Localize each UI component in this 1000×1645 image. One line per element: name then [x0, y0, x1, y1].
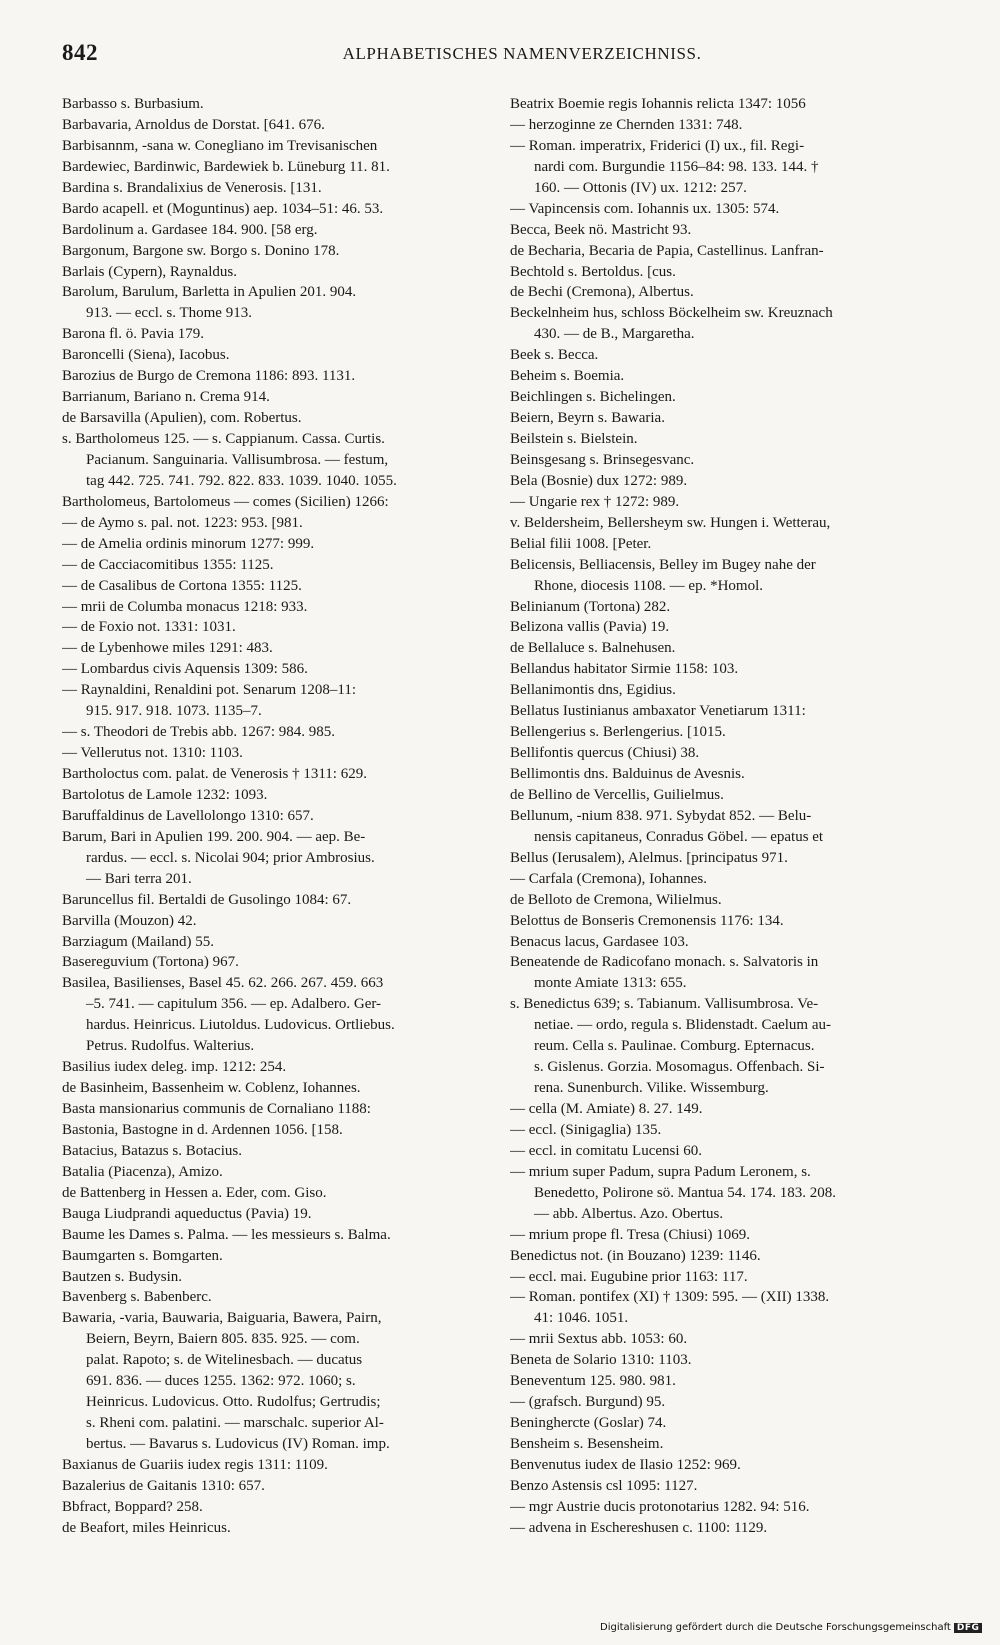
- index-entry-line: — de Aymo s. pal. not. 1223: 953. [981.: [62, 514, 303, 531]
- index-entry-line: Bellunum, -nium 838. 971. Sybydat 852. — Belu-: [510, 807, 812, 824]
- index-entry-line: — de Foxio not. 1331: 1031.: [62, 619, 236, 636]
- index-entry-line: — de Casalibus de Cortona 1355: 1125.: [62, 577, 302, 594]
- index-entry-line: Bardewiec, Bardinwic, Bardewiek b. Lüneburg 11. 81.: [62, 158, 390, 175]
- index-entry-line: Basilius iudex deleg. imp. 1212: 254.: [62, 1059, 287, 1076]
- index-entry-line: Petrus. Rudolfus. Walterius.: [86, 1038, 255, 1055]
- index-entry-line: Beheim s. Boemia.: [510, 368, 625, 385]
- index-entry-line: Bartholomeus, Bartolomeus — comes (Sicilien) 1266:: [62, 493, 389, 510]
- index-entry-line: Belicensis, Belliacensis, Belley im Bugey nahe der: [510, 556, 816, 573]
- running-title: ALPHABETISCHES NAMENVERZEICHNISS.: [342, 44, 702, 63]
- index-entry-line: Beninghercte (Goslar) 74.: [510, 1415, 667, 1432]
- index-entry-line: Barum, Bari in Apulien 199. 200. 904. — aep. Be-: [62, 828, 366, 845]
- index-entry-line: — Roman. imperatrix, Friderici (I) ux., fil. Regi-: [510, 137, 805, 154]
- index-entry-line: monte Amiate 1313: 655.: [534, 975, 687, 992]
- index-entry-line: — de Cacciacomitibus 1355: 1125.: [62, 556, 274, 573]
- index-entry-line: — de Amelia ordinis minorum 1277: 999.: [62, 535, 315, 552]
- index-entry-line: Barozius de Burgo de Cremona 1186: 893. 1131.: [62, 368, 356, 385]
- index-entry-line: Baxianus de Guariis iudex regis 1311: 1109.: [62, 1456, 328, 1473]
- index-entry-line: de Barsavilla (Apulien), com. Robertus.: [62, 410, 302, 427]
- index-entry-line: rena. Sunenburch. Vilike. Wissemburg.: [534, 1080, 769, 1097]
- index-entry-line: palat. Rapoto; s. de Witelinesbach. — ducatus: [86, 1352, 363, 1369]
- index-entry-line: Belinianum (Tortona) 282.: [510, 598, 671, 615]
- index-entry-line: Benvenutus iudex de Ilasio 1252: 969.: [510, 1456, 741, 1473]
- index-entry-line: — abb. Albertus. Azo. Obertus.: [534, 1205, 724, 1222]
- index-entry-line: Bechtold s. Bertoldus. [cus.: [510, 263, 676, 280]
- index-entry-line: Beiern, Beyrn, Baiern 805. 835. 925. — com.: [86, 1331, 360, 1348]
- index-entry-line: Barolum, Barulum, Barletta in Apulien 201. 904.: [62, 284, 357, 301]
- index-entry-line: Beichlingen s. Bichelingen.: [510, 389, 676, 406]
- index-entry-line: Barbisannm, -sana w. Conegliano im Trevisanischen: [62, 137, 378, 154]
- index-entry-line: — mgr Austrie ducis protonotarius 1282. 94: 516.: [510, 1498, 810, 1515]
- page-number: 842: [62, 40, 98, 65]
- index-entry-line: Beneta de Solario 1310: 1103.: [510, 1352, 692, 1369]
- index-entry-line: de Bechi (Cremona), Albertus.: [510, 284, 694, 301]
- dfg-logo: DFG: [954, 1623, 983, 1633]
- index-entry-line: Bartolotus de Lamole 1232: 1093.: [62, 786, 268, 803]
- index-entry-line: Bardolinum a. Gardasee 184. 900. [58 erg.: [62, 221, 318, 238]
- index-entry-line: s. Bartholomeus 125. — s. Cappianum. Cassa. Curtis.: [62, 431, 385, 447]
- index-entry-line: Pacianum. Sanguinaria. Vallisumbrosa. — festum,: [86, 451, 389, 468]
- index-entry-line: Bellimontis dns. Balduinus de Avesnis.: [510, 766, 745, 782]
- index-entry-line: de Bellino de Vercellis, Guilielmus.: [510, 786, 724, 803]
- credit-text: Digitalisierung gefördert durch die Deutsche Forschungsgemeinschaft: [600, 1622, 951, 1633]
- index-entry-line: reum. Cella s. Paulinae. Comburg. Epternacus.: [534, 1038, 815, 1055]
- index-entry-line: hardus. Heinricus. Liutoldus. Ludovicus. Ortliebus.: [86, 1017, 395, 1034]
- index-entry-line: 41: 1046. 1051.: [534, 1310, 629, 1327]
- index-entry-line: Bautzen s. Budysin.: [62, 1268, 182, 1285]
- page-header: [62, 40, 942, 70]
- index-entry-line: Bavenberg s. Babenberc.: [62, 1289, 212, 1306]
- index-entry-line: Bellandus habitator Sirmie 1158: 103.: [510, 661, 739, 678]
- index-entry-line: Barona fl. ö. Pavia 179.: [62, 326, 205, 343]
- index-entry-line: Baumgarten s. Bomgarten.: [62, 1247, 223, 1264]
- index-entry-line: Batacius, Batazus s. Botacius.: [62, 1142, 242, 1159]
- index-entry-line: Barbasso s. Burbasium.: [62, 96, 204, 112]
- index-entry-line: Benacus lacus, Gardasee 103.: [510, 933, 689, 950]
- index-entry-line: Bastonia, Bastogne in d. Ardennen 1056. [158.: [62, 1121, 343, 1138]
- index-entry-line: Baruffaldinus de Lavellolongo 1310: 657.: [62, 807, 314, 824]
- index-entry-line: Basereguvium (Tortona) 967.: [62, 954, 239, 971]
- index-entry-line: Baruncellus fil. Bertaldi de Gusolingo 1084: 67.: [62, 891, 352, 908]
- index-entry-line: Heinricus. Ludovicus. Otto. Rudolfus; Gertrudis;: [86, 1394, 381, 1411]
- index-entry-line: Bbfract, Boppard? 258.: [62, 1498, 203, 1515]
- index-entry-line: — Ungarie rex † 1272: 989.: [510, 493, 680, 510]
- index-entry-line: — eccl. in comitatu Lucensi 60.: [510, 1142, 703, 1159]
- index-entry-line: de Battenberg in Hessen a. Eder, com. Giso.: [62, 1184, 327, 1201]
- index-entry-line: — Carfala (Cremona), Iohannes.: [510, 870, 708, 887]
- index-entry-line: Beneventum 125. 980. 981.: [510, 1373, 676, 1390]
- left-column: [62, 94, 502, 1539]
- index-entry-line: 430. — de B., Margaretha.: [534, 326, 695, 343]
- index-entry-line: — Lombardus civis Aquensis 1309: 586.: [62, 661, 308, 678]
- index-entry-line: Beilstein s. Bielstein.: [510, 431, 638, 447]
- index-entry-line: Beiern, Beyrn s. Bawaria.: [510, 410, 665, 427]
- index-entry-line: Barlais (Cypern), Raynaldus.: [62, 263, 237, 280]
- right-column: [510, 94, 946, 1539]
- index-entry-line: Basilea, Basilienses, Basel 45. 62. 266. 267. 459. 663: [62, 975, 384, 992]
- index-entry-line: Belottus de Bonseris Cremonensis 1176: 134.: [510, 912, 784, 929]
- index-entry-line: de Becharia, Becaria de Papia, Castellinus. Lanfran-: [510, 242, 824, 259]
- index-entry-line: nardi com. Burgundie 1156–84: 98. 133. 144. †: [534, 158, 819, 175]
- digitization-credit: [600, 1622, 982, 1633]
- index-entry-line: Bauga Liudprandi aqueductus (Pavia) 19.: [62, 1205, 312, 1222]
- index-entry-line: Becca, Beek nö. Mastricht 93.: [510, 221, 692, 238]
- index-entry-line: — eccl. (Sinigaglia) 135.: [510, 1121, 662, 1138]
- index-entry-line: Bellengerius s. Berlengerius. [1015.: [510, 724, 726, 741]
- index-entry-line: — cella (M. Amiate) 8. 27. 149.: [510, 1101, 703, 1117]
- index-entry-line: — Vapincensis com. Iohannis ux. 1305: 574.: [510, 200, 780, 217]
- index-entry-line: Bela (Bosnie) dux 1272: 989.: [510, 472, 688, 489]
- index-entry-line: rardus. — eccl. s. Nicolai 904; prior Ambrosius.: [86, 849, 375, 866]
- index-entry-line: Bellatus Iustinianus ambaxator Venetiarum 1311:: [510, 703, 806, 720]
- index-entry-line: Belizona vallis (Pavia) 19.: [510, 619, 670, 636]
- index-entry-line: Beneatende de Radicofano monach. s. Salvatoris in: [510, 954, 819, 971]
- index-entry-line: Bellus (Ierusalem), Alelmus. [principatus 971.: [510, 849, 788, 866]
- index-entry-line: Basta mansionarius communis de Cornaliano 1188:: [62, 1101, 371, 1117]
- index-entry-line: Barbavaria, Arnoldus de Dorstat. [641. 676.: [62, 116, 325, 133]
- index-entry-line: — mrium super Padum, supra Padum Leronem, s.: [510, 1163, 811, 1180]
- index-entry-line: s. Benedictus 639; s. Tabianum. Vallisumbrosa. Ve-: [510, 996, 819, 1013]
- index-entry-line: Beckelnheim hus, schloss Böckelheim sw. Kreuznach: [510, 305, 833, 322]
- index-entry-line: — mrium prope fl. Tresa (Chiusi) 1069.: [510, 1226, 750, 1243]
- index-entry-line: — herzoginne ze Chernden 1331: 748.: [510, 116, 743, 133]
- index-entry-line: Baume les Dames s. Palma. — les messieurs s. Balma.: [62, 1226, 391, 1243]
- index-entry-line: Beek s. Becca.: [510, 347, 599, 364]
- index-entry-line: — s. Theodori de Trebis abb. 1267: 984. 985.: [62, 724, 336, 741]
- index-entry-line: Beatrix Boemie regis Iohannis relicta 1347: 1056: [510, 96, 806, 112]
- index-entry-line: Belial filii 1008. [Peter.: [510, 535, 652, 552]
- index-entry-line: Benzo Astensis csl 1095: 1127.: [510, 1477, 698, 1494]
- index-entry-line: v. Beldersheim, Bellersheym sw. Hungen i. Wetterau,: [510, 514, 831, 531]
- index-entry-line: netiae. — ordo, regula s. Blidenstadt. Caelum au-: [534, 1017, 832, 1034]
- index-entry-line: Bensheim s. Besensheim.: [510, 1436, 664, 1452]
- index-entry-line: — Raynaldini, Renaldini pot. Senarum 1208–11:: [62, 682, 356, 699]
- index-entry-line: Baroncelli (Siena), Iacobus.: [62, 347, 230, 364]
- index-entry-line: Beinsgesang s. Brinsegesvanc.: [510, 451, 695, 468]
- index-entry-line: de Belloto de Cremona, Wilielmus.: [510, 891, 722, 908]
- index-entry-line: — mrii Sextus abb. 1053: 60.: [510, 1331, 688, 1348]
- index-entry-line: Benedetto, Polirone sö. Mantua 54. 174. 183. 208.: [534, 1184, 837, 1201]
- index-entry-line: — Vellerutus not. 1310: 1103.: [62, 745, 243, 762]
- index-entry-line: Bellifontis quercus (Chiusi) 38.: [510, 745, 700, 762]
- index-entry-line: s. Rheni com. palatini. — marschalc. superior Al-: [86, 1415, 384, 1432]
- index-entry-line: — mrii de Columba monacus 1218: 933.: [62, 598, 308, 615]
- index-entry-line: 691. 836. — duces 1255. 1362: 972. 1060; s.: [86, 1373, 356, 1390]
- index-entry-line: Bardo acapell. et (Moguntinus) aep. 1034–51: 46. 53.: [62, 200, 384, 217]
- index-entry-line: Batalia (Piacenza), Amizo.: [62, 1163, 223, 1180]
- index-entry-line: Benedictus not. (in Bouzano) 1239: 1146.: [510, 1247, 761, 1264]
- index-entry-line: nensis capitaneus, Conradus Göbel. — epatus et: [534, 828, 824, 845]
- index-entry-line: — Roman. pontifex (XI) † 1309: 595. — (XII) 1338.: [510, 1289, 830, 1306]
- index-entry-line: –5. 741. — capitulum 356. — ep. Adalbero. Ger-: [86, 996, 382, 1013]
- index-entry-line: Barrianum, Bariano n. Crema 914.: [62, 389, 270, 406]
- index-entry-line: — de Lybenhowe miles 1291: 483.: [62, 640, 273, 657]
- index-entry-line: de Bellaluce s. Balnehusen.: [510, 640, 676, 657]
- index-entry-line: Bawaria, -varia, Bauwaria, Baiguaria, Bawera, Pairn,: [62, 1310, 382, 1327]
- index-entry-line: Bellanimontis dns, Egidius.: [510, 682, 676, 699]
- index-entry-line: de Basinheim, Bassenheim w. Coblenz, Iohannes.: [62, 1080, 361, 1097]
- index-entry-line: — eccl. mai. Eugubine prior 1163: 117.: [510, 1268, 748, 1285]
- index-entry-line: de Beafort, miles Heinricus.: [62, 1519, 231, 1536]
- index-entry-line: Bartholoctus com. palat. de Venerosis † 1311: 629.: [62, 766, 367, 782]
- index-entry-line: — Bari terra 201.: [86, 870, 192, 887]
- index-entry-line: Bargonum, Bargone sw. Borgo s. Donino 178.: [62, 242, 340, 259]
- index-entry-line: Bazalerius de Gaitanis 1310: 657.: [62, 1477, 265, 1494]
- index-entry-line: 913. — eccl. s. Thome 913.: [86, 305, 252, 322]
- index-entry-line: Bardina s. Brandalixius de Venerosis. [131.: [62, 179, 322, 196]
- index-entry-line: 915. 917. 918. 1073. 1135–7.: [86, 703, 262, 720]
- index-entry-line: s. Gislenus. Gorzia. Mosomagus. Offenbach. Si-: [534, 1059, 825, 1076]
- index-entry-line: Barvilla (Mouzon) 42.: [62, 912, 197, 929]
- index-entry-line: Barziagum (Mailand) 55.: [62, 933, 215, 950]
- index-entry-line: 160. — Ottonis (IV) ux. 1212: 257.: [534, 179, 747, 196]
- index-entry-line: — advena in Eschereshusen c. 1100: 1129.: [510, 1519, 768, 1536]
- index-entry-line: bertus. — Bavarus s. Ludovicus (IV) Roman. imp.: [86, 1436, 390, 1452]
- index-entry-line: Rhone, diocesis 1108. — ep. *Homol.: [534, 577, 764, 594]
- index-entry-line: — (grafsch. Burgund) 95.: [510, 1394, 666, 1411]
- index-entry-line: tag 442. 725. 741. 792. 822. 833. 1039. 1040. 1055.: [86, 472, 397, 489]
